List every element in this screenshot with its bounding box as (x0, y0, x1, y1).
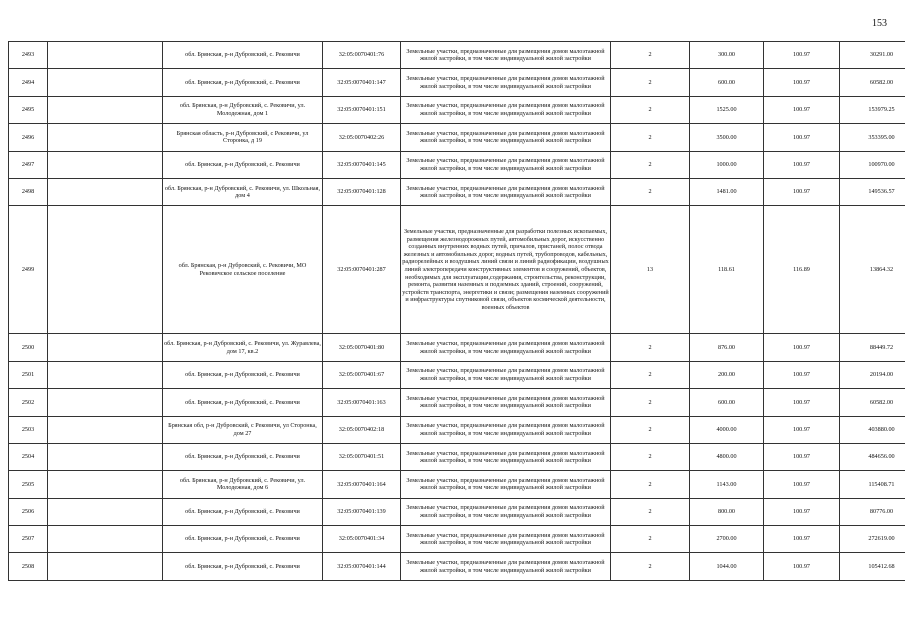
address-cell: обл. Брянская, р-н Дубровский, с. Рековичи, ул. Молодежная, дом 6 (163, 471, 323, 498)
cadastral-number-cell: 32:05:0070401:163 (323, 389, 401, 416)
address-cell: обл. Брянская, р-н Дубровский, с. Рековичи (163, 498, 323, 525)
cadastral-value-cell: 149536.57 (840, 178, 905, 205)
use-code-cell: 2 (611, 443, 690, 470)
cadastral-value-cell: 100970.00 (840, 151, 905, 178)
land-use-cell: Земельные участки, предназначенные для размещения домов малоэтажной жилой застройки, в том числе индивидуальной жилой застройки (401, 334, 611, 361)
address-cell: обл. Брянская, р-н Дубровский, с. Рековичи (163, 553, 323, 580)
area-cell: 2700.00 (690, 526, 764, 553)
row-number-cell: 2503 (9, 416, 48, 443)
area-cell: 600.00 (690, 389, 764, 416)
land-use-cell: Земельные участки, предназначенные для размещения домов малоэтажной жилой застройки, в том числе индивидуальной жилой застройки (401, 553, 611, 580)
address-cell: обл. Брянская, р-н Дубровский, с. Рековичи (163, 443, 323, 470)
specific-value-cell: 100.97 (764, 334, 840, 361)
row-number-cell: 2506 (9, 498, 48, 525)
area-cell: 800.00 (690, 498, 764, 525)
use-code-cell: 13 (611, 206, 690, 334)
specific-value-cell: 100.97 (764, 471, 840, 498)
empty-cell (48, 69, 163, 96)
empty-cell (48, 206, 163, 334)
table-row (9, 206, 905, 334)
cadastral-number-cell: 32:05:0070401:67 (323, 361, 401, 388)
table-row (9, 178, 905, 205)
empty-cell (48, 498, 163, 525)
table-row (9, 443, 905, 470)
empty-cell (48, 151, 163, 178)
cadastral-number-cell: 32:05:0070401:147 (323, 69, 401, 96)
cadastral-number-cell: 32:05:0070401:80 (323, 334, 401, 361)
use-code-cell: 2 (611, 361, 690, 388)
address-cell: обл. Брянская, р-н Дубровский, с. Рековичи, ул. Молодежная, дом 1 (163, 96, 323, 123)
row-number-cell: 2498 (9, 178, 48, 205)
empty-cell (48, 361, 163, 388)
cadastral-number-cell: 32:05:0070401:34 (323, 526, 401, 553)
cadastral-number-cell: 32:05:0070401:151 (323, 96, 401, 123)
land-use-cell: Земельные участки, предназначенные для размещения домов малоэтажной жилой застройки, в том числе индивидуальной жилой застройки (401, 526, 611, 553)
land-use-cell: Земельные участки, предназначенные для размещения домов малоэтажной жилой застройки, в том числе индивидуальной жилой застройки (401, 361, 611, 388)
address-cell: обл. Брянская, р-н Дубровский, с. Рековичи (163, 151, 323, 178)
cadastral-number-cell: 32:05:0070401:51 (323, 443, 401, 470)
cadastral-value-cell: 153979.25 (840, 96, 905, 123)
table-row (9, 334, 905, 361)
empty-cell (48, 471, 163, 498)
use-code-cell: 2 (611, 69, 690, 96)
specific-value-cell: 100.97 (764, 96, 840, 123)
row-number-cell: 2493 (9, 42, 48, 69)
row-number-cell: 2502 (9, 389, 48, 416)
page-number: 153 (872, 18, 887, 29)
row-number-cell: 2505 (9, 471, 48, 498)
cadastral-number-cell: 32:05:0070401:139 (323, 498, 401, 525)
row-number-cell: 2496 (9, 124, 48, 151)
use-code-cell: 2 (611, 96, 690, 123)
use-code-cell: 2 (611, 42, 690, 69)
table-row (9, 389, 905, 416)
area-cell: 300.00 (690, 42, 764, 69)
address-cell: обл. Брянская, р-н Дубровский, с. Рековичи, ул. Школьная, дом 4 (163, 178, 323, 205)
cadastral-number-cell: 32:05:0070401:128 (323, 178, 401, 205)
specific-value-cell: 100.97 (764, 389, 840, 416)
land-use-cell: Земельные участки, предназначенные для размещения домов малоэтажной жилой застройки, в том числе индивидуальной жилой застройки (401, 69, 611, 96)
cadastral-number-cell: 32:05:0070402:26 (323, 124, 401, 151)
area-cell: 600.00 (690, 69, 764, 96)
row-number-cell: 2501 (9, 361, 48, 388)
land-use-cell: Земельные участки, предназначенные для размещения домов малоэтажной жилой застройки, в том числе индивидуальной жилой застройки (401, 151, 611, 178)
table-row (9, 124, 905, 151)
empty-cell (48, 416, 163, 443)
cadastral-value-cell: 20194.00 (840, 361, 905, 388)
land-use-cell: Земельные участки, предназначенные для размещения домов малоэтажной жилой застройки, в том числе индивидуальной жилой застройки (401, 42, 611, 69)
area-cell: 1525.00 (690, 96, 764, 123)
empty-cell (48, 443, 163, 470)
use-code-cell: 2 (611, 151, 690, 178)
land-use-cell: Земельные участки, предназначенные для размещения домов малоэтажной жилой застройки, в том числе индивидуальной жилой застройки (401, 124, 611, 151)
specific-value-cell: 100.97 (764, 416, 840, 443)
use-code-cell: 2 (611, 389, 690, 416)
use-code-cell: 2 (611, 334, 690, 361)
use-code-cell: 2 (611, 178, 690, 205)
specific-value-cell: 100.97 (764, 498, 840, 525)
use-code-cell: 2 (611, 553, 690, 580)
empty-cell (48, 178, 163, 205)
land-use-cell: Земельные участки, предназначенные для размещения домов малоэтажной жилой застройки, в том числе индивидуальной жилой застройки (401, 471, 611, 498)
empty-cell (48, 42, 163, 69)
area-cell: 1481.00 (690, 178, 764, 205)
land-use-cell: Земельные участки, предназначенные для разработки полезных ископаемых, размещения железнодорожных путей, автомобильных дорог, искусственно созданных внутренних водных путей, причалов, пристаней, полос отвода железных и автомобильных дорог, водных путей, трубопроводов, кабельных, радиорелейных и воздушных линий связи и линий радиофикации, воздушных линий электропередачи конструктивных элементов и сооружений, объектов, необходимых для эксплуатации,содержания, строительства, реконструкции, ремонта, развития наземных и подземных зданий, строений, сооружений, устройств транспорта, энергетики и связи; размещения наземных сооружений и инфраструктуры спутниковой связи, объектов космической деятельности, военных объектов (401, 206, 611, 334)
area-cell: 876.00 (690, 334, 764, 361)
cadastral-value-cell: 272619.00 (840, 526, 905, 553)
cadastral-number-cell: 32:05:0070401:287 (323, 206, 401, 334)
cadastral-number-cell: 32:05:0070402:18 (323, 416, 401, 443)
area-cell: 200.00 (690, 361, 764, 388)
cadastral-value-cell: 60582.00 (840, 389, 905, 416)
specific-value-cell: 100.97 (764, 69, 840, 96)
specific-value-cell: 100.97 (764, 178, 840, 205)
specific-value-cell: 100.97 (764, 151, 840, 178)
land-use-cell: Земельные участки, предназначенные для размещения домов малоэтажной жилой застройки, в том числе индивидуальной жилой застройки (401, 389, 611, 416)
table-row (9, 69, 905, 96)
empty-cell (48, 96, 163, 123)
land-use-cell: Земельные участки, предназначенные для размещения домов малоэтажной жилой застройки, в том числе индивидуальной жилой застройки (401, 96, 611, 123)
use-code-cell: 2 (611, 471, 690, 498)
row-number-cell: 2495 (9, 96, 48, 123)
area-cell: 4800.00 (690, 443, 764, 470)
specific-value-cell: 100.97 (764, 443, 840, 470)
row-number-cell: 2494 (9, 69, 48, 96)
area-cell: 4000.00 (690, 416, 764, 443)
use-code-cell: 2 (611, 498, 690, 525)
cadastral-value-cell: 60582.00 (840, 69, 905, 96)
row-number-cell: 2497 (9, 151, 48, 178)
cadastral-value-cell: 353395.00 (840, 124, 905, 151)
cadastral-number-cell: 32:05:0070401:144 (323, 553, 401, 580)
land-use-cell: Земельные участки, предназначенные для размещения домов малоэтажной жилой застройки, в том числе индивидуальной жилой застройки (401, 443, 611, 470)
table-row (9, 498, 905, 525)
cadastral-value-cell: 88449.72 (840, 334, 905, 361)
address-cell: Брянская область, р-н Дубровский, с Рековичи, ул Сторонка, д 19 (163, 124, 323, 151)
specific-value-cell: 100.97 (764, 124, 840, 151)
specific-value-cell: 100.97 (764, 553, 840, 580)
cadastral-number-cell: 32:05:0070401:145 (323, 151, 401, 178)
table-row (9, 96, 905, 123)
empty-cell (48, 389, 163, 416)
row-number-cell: 2507 (9, 526, 48, 553)
area-cell: 1143.00 (690, 471, 764, 498)
table-row (9, 526, 905, 553)
cadastral-value-cell: 13864.32 (840, 206, 905, 334)
land-plot-table (8, 41, 905, 581)
land-use-cell: Земельные участки, предназначенные для размещения домов малоэтажной жилой застройки, в том числе индивидуальной жилой застройки (401, 178, 611, 205)
cadastral-value-cell: 80776.00 (840, 498, 905, 525)
table-row (9, 42, 905, 69)
table-row (9, 471, 905, 498)
cadastral-value-cell: 403880.00 (840, 416, 905, 443)
area-cell: 118.61 (690, 206, 764, 334)
empty-cell (48, 526, 163, 553)
specific-value-cell: 100.97 (764, 42, 840, 69)
cadastral-value-cell: 115408.71 (840, 471, 905, 498)
area-cell: 1044.00 (690, 553, 764, 580)
empty-cell (48, 124, 163, 151)
area-cell: 1000.00 (690, 151, 764, 178)
specific-value-cell: 116.89 (764, 206, 840, 334)
row-number-cell: 2508 (9, 553, 48, 580)
land-use-cell: Земельные участки, предназначенные для размещения домов малоэтажной жилой застройки, в том числе индивидуальной жилой застройки (401, 498, 611, 525)
address-cell: обл. Брянская, р-н Дубровский, с. Рековичи (163, 69, 323, 96)
land-use-cell: Земельные участки, предназначенные для размещения домов малоэтажной жилой застройки, в том числе индивидуальной жилой застройки (401, 416, 611, 443)
address-cell: обл. Брянская, р-н Дубровский, с. Рековичи, МО Рековичское сельское поселение (163, 206, 323, 334)
table-row (9, 416, 905, 443)
cadastral-value-cell: 484656.00 (840, 443, 905, 470)
address-cell: обл. Брянская, р-н Дубровский, с. Рековичи (163, 526, 323, 553)
table-row (9, 151, 905, 178)
address-cell: обл. Брянская, р-н Дубровский, с. Рековичи (163, 389, 323, 416)
cadastral-value-cell: 105412.68 (840, 553, 905, 580)
specific-value-cell: 100.97 (764, 526, 840, 553)
cadastral-number-cell: 32:05:0070401:164 (323, 471, 401, 498)
use-code-cell: 2 (611, 416, 690, 443)
area-cell: 3500.00 (690, 124, 764, 151)
table-row (9, 361, 905, 388)
empty-cell (48, 553, 163, 580)
address-cell: Брянская обл, р-н Дубровский, с Рековичи, ул Сторонка, дом 27 (163, 416, 323, 443)
row-number-cell: 2504 (9, 443, 48, 470)
cadastral-number-cell: 32:05:0070401:76 (323, 42, 401, 69)
table-row (9, 553, 905, 580)
address-cell: обл. Брянская, р-н Дубровский, с. Рековичи (163, 42, 323, 69)
use-code-cell: 2 (611, 526, 690, 553)
row-number-cell: 2500 (9, 334, 48, 361)
use-code-cell: 2 (611, 124, 690, 151)
specific-value-cell: 100.97 (764, 361, 840, 388)
address-cell: обл. Брянская, р-н Дубровский, с. Рековичи (163, 361, 323, 388)
row-number-cell: 2499 (9, 206, 48, 334)
cadastral-value-cell: 30291.00 (840, 42, 905, 69)
empty-cell (48, 334, 163, 361)
address-cell: обл. Брянская, р-н Дубровский, с. Рековичи, ул. Журавлева, дом 17, кв.2 (163, 334, 323, 361)
